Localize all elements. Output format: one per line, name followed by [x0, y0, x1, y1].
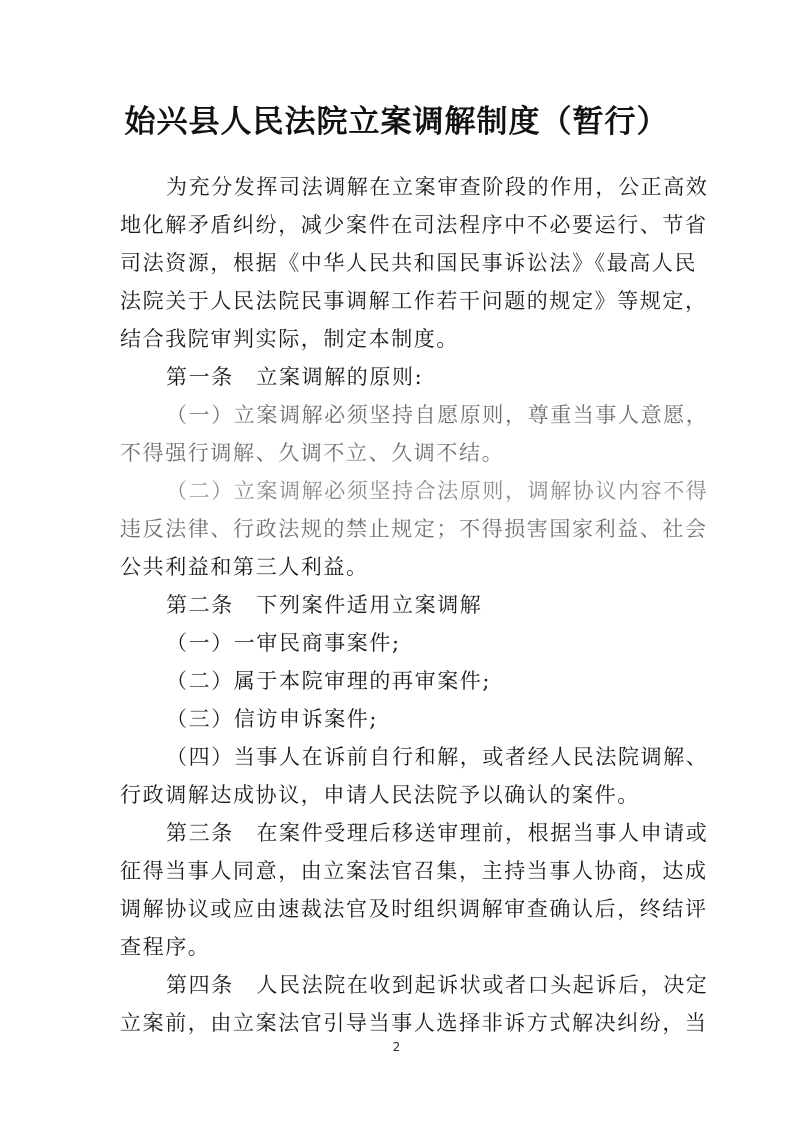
article-heading: 第三条 在案件受理后移送审理前，根据当事人申请或 — [166, 821, 709, 845]
list-item: （一）一审民商事案件; — [166, 631, 401, 655]
clause-line: （二）立案调解必须坚持合法原则，调解协议内容不得 — [166, 479, 709, 503]
list-item: （三）信访申诉案件; — [166, 707, 379, 731]
paragraph-line: 为充分发挥司法调解在立案审查阶段的作用，公正高效 — [166, 175, 709, 199]
paragraph-line: 司法资源，根据《中华人民共和国民事诉讼法》《最高人民 — [120, 251, 698, 275]
paragraph-line: 征得当事人同意，由立案法官召集，主持当事人协商，达成 — [120, 859, 708, 883]
list-item: （四）当事人在诉前自行和解，或者经人民法院调解、 — [166, 745, 709, 769]
clause-line: 不得强行调解、久调不立、久调不结。 — [120, 441, 505, 465]
paragraph-line: 调解协议或应由速裁法官及时组织调解审查确认后，终结评 — [120, 897, 708, 921]
paragraph-line: 立案前，由立案法官引导当事人选择非诉方式解决纠纷，当 — [120, 1011, 708, 1035]
list-item: （二）属于本院审理的再审案件; — [166, 669, 492, 693]
paragraph-line: 查程序。 — [120, 935, 211, 959]
article-heading: 第二条 下列案件适用立案调解 — [166, 593, 483, 617]
page-number: 2 — [392, 1040, 401, 1054]
paragraph-line: 法院关于人民法院民事调解工作若干问题的规定》等规定， — [120, 289, 708, 313]
document-title: 始兴县人民法院立案调解制度（暂行） — [124, 104, 669, 140]
list-item: 行政调解达成协议，申请人民法院予以确认的案件。 — [120, 783, 640, 807]
article-heading: 第四条 人民法院在收到起诉状或者口头起诉后，决定 — [166, 973, 709, 997]
clause-line: （一）立案调解必须坚持自愿原则，尊重当事人意愿， — [166, 403, 709, 427]
paragraph-line: 结合我院审判实际，制定本制度。 — [120, 327, 459, 351]
article-heading: 第一条 立案调解的原则: — [166, 365, 424, 389]
paragraph-line: 地化解矛盾纠纷，减少案件在司法程序中不必要运行、节省 — [120, 213, 708, 237]
clause-line: 公共利益和第三人利益。 — [120, 555, 369, 579]
clause-line: 违反法律、行政法规的禁止规定；不得损害国家利益、社会 — [120, 517, 708, 541]
